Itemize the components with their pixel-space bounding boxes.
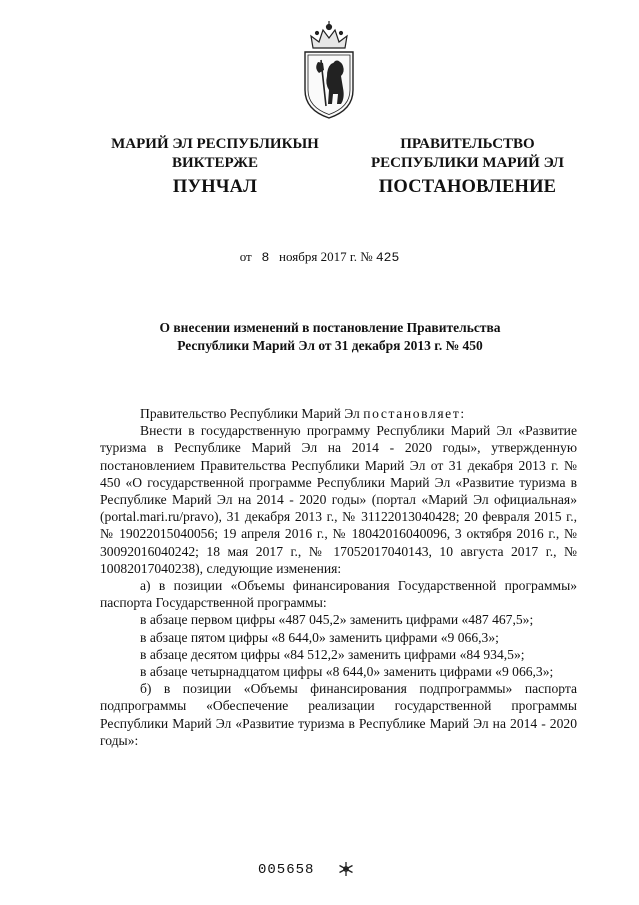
subject-line1: О внесении изменений в постановление Правительства — [159, 320, 501, 335]
intro-paragraph — [100, 405, 577, 422]
document-subject — [110, 319, 550, 355]
coat-of-arms-icon — [297, 18, 361, 122]
header-left-line2: ВИКТЕРЖЕ — [171, 155, 259, 171]
header-left — [90, 135, 340, 173]
document-serial-number: 005658 — [258, 862, 315, 878]
date-prefix: от — [239, 249, 252, 264]
title-right: ПОСТАНОВЛЕНИЕ — [378, 177, 557, 197]
date-day: 8 — [261, 250, 270, 265]
paragraph-2: а) в позиции «Объемы финансирования Государственной программы» паспорта Государственной программы: — [100, 578, 577, 611]
paragraph-6: в абзаце четырнадцатом цифры «8 644,0» заменить цифрами «9 066,3»; — [140, 664, 554, 680]
date-number: 425 — [375, 250, 400, 265]
paragraph-5: в абзаце десятом цифры «84 512,2» заменить цифрами «84 934,5»; — [140, 646, 525, 662]
subject-line2: Республики Марий Эл от 31 декабря 2013 г. № 450 — [177, 338, 483, 353]
header-right-line1: ПРАВИТЕЛЬСТВО — [400, 136, 535, 152]
header-right — [345, 135, 590, 173]
paragraph-7: б) в позиции «Объемы финансирования подпрограммы» паспорта подпрограммы «Обеспечение реализации государственной программы Республики Марий Эл «Развитие туризма в Республике Марий Эл на 2014 - 2020 годы»: — [100, 681, 577, 748]
date-month-year: ноября 2017 г. № — [279, 249, 373, 264]
intro-text: Правительство Республики Марий Эл — [140, 406, 360, 421]
paragraph-4: в абзаце пятом цифры «8 644,0» заменить цифрами «9 066,3»; — [140, 629, 499, 645]
date-line — [0, 249, 639, 265]
paragraph-3: в абзаце первом цифры «487 045,2» заменить цифрами «487 467,5»; — [140, 612, 534, 628]
header-right-line2: РЕСПУБЛИКИ МАРИЙ ЭЛ — [370, 155, 564, 171]
header-left-line1: МАРИЙ ЭЛ РЕСПУБЛИКЫН — [111, 136, 319, 152]
intro-spaced: постановляет: — [363, 406, 466, 421]
title-left: ПУНЧАЛ — [172, 177, 258, 197]
paragraph-1: Внести в государственную программу Республики Марий Эл «Развитие туризма в Республике Марий Эл на 2014 - 2020 годы», утвержденную постановлением Правительства Республики Марий Эл от 31 декабря 2013 г. № 450 «О государственной программе Республики Марий Эл «Развитие туризма в Республике Марий Эл на 2014 - 2020 годы» (портал «Марий Эл официальная» (portal.mari.ru/pravo), 31 декабря 2013 г., № 31122013040428; 20 февраля 2015 г., № 19022015040056; 19 апреля 2016 г., № 18042016040096, 3 октября 2016 г., № 30092016040242; 18 мая 2017 г., № 17052017040143, 10 августа 2017 г., № 10082017040238), следующие изменения: — [100, 423, 577, 576]
asterisk-icon — [338, 861, 354, 877]
document-body — [100, 405, 577, 749]
